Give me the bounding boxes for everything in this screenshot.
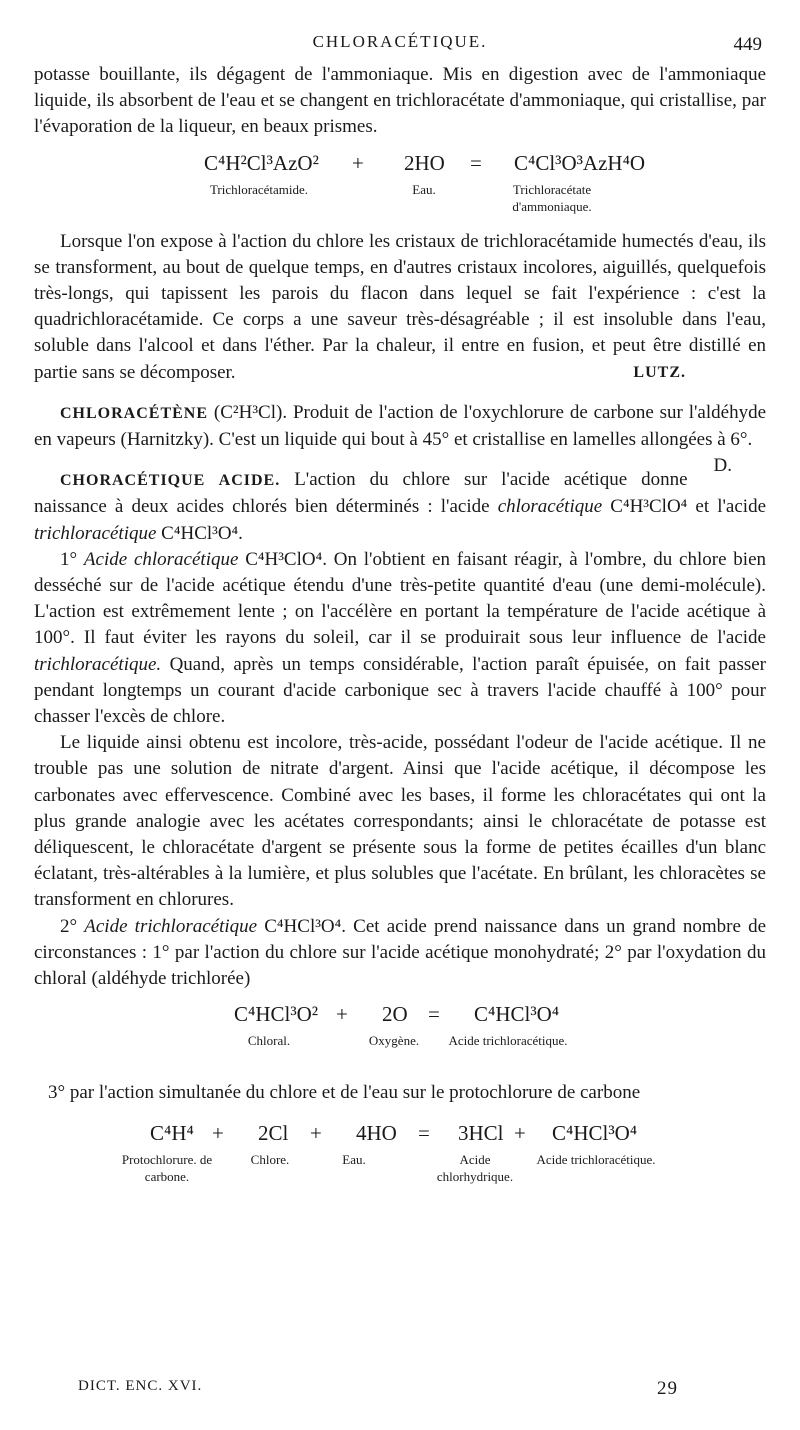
entry-heading: CHORACÉTIQUE ACIDE. xyxy=(60,472,281,490)
eq2-caption: Oxygène. xyxy=(368,1033,420,1049)
paragraph-protochlorure xyxy=(34,1080,766,1106)
eq3-term: 2Cl xyxy=(258,1120,289,1145)
item-text: 3° par l'action simultanée du chlore et de l'eau sur le protochlorure de carbone xyxy=(48,1082,641,1104)
paragraph-acide-trichloracetique xyxy=(34,914,766,993)
entry-text-italic: chloracétique xyxy=(497,496,603,518)
footer-signature-label: DICT. ENC. XVI. xyxy=(78,1378,203,1394)
paragraph-acide-chloracetique xyxy=(34,547,766,730)
entry-chloracetene xyxy=(34,400,767,477)
item-text: C⁴HCl³O⁴. Cet acide prend naissance dans un grand nombre de circonstances : 1° par l'action du chlore sur l'acide acétique monohydraté; 2° par l'oxydation du chloral (aldéhyde trichlorée) xyxy=(34,915,766,990)
eq3-term: + xyxy=(514,1120,526,1145)
eq3-caption: Protochlorure. de carbone. xyxy=(121,1151,213,1184)
eq1-term: 2HO xyxy=(404,150,445,175)
eq1-term: C⁴H²Cl³AzO² xyxy=(204,150,319,175)
paragraph-liquide: Le liquide ainsi obtenu est incolore, très-acide, possédant l'odeur de l'acide acétique. Il ne trouble pas une solution de nitrate d'argent. Ainsi que l'acide acétique, il décompose les carbonates avec effervescence. Combiné avec les bases, il forme les chloracétates qui ont la plus grande analogie avec les acétates correspondants; ainsi le chloracétate de potasse est déliquescent, le chloracétate d'argent se présente sous la forme de petites écailles d'un blanc éclatant, très-altérables à la lumière, et plus solubles que l'acétate. En brûlant, les chloracètes se transforment en chlorures. xyxy=(34,732,766,911)
eq2-term: 2O xyxy=(382,1002,408,1027)
item-text: Quand, après un temps considérable, l'action paraît épuisée, on fait passer pendant longtemps un courant d'acide carbonique sec à travers l'acide chauffé à 100° pour chasser l'excès de chlore. xyxy=(34,653,766,728)
eq2-term: C⁴HCl³O² xyxy=(234,1002,319,1027)
paragraph-potasse: potasse bouillante, ils dégagent de l'ammoniaque. Mis en digestion avec de l'ammoniaque liquide, ils absorbent de l'eau et se changent en trichloracétate d'ammoniaque, qui cristallise, par l'évaporation de la liqueur, en beaux prismes. xyxy=(34,64,766,138)
eq3-caption: Acide chlorhydrique. xyxy=(436,1151,514,1184)
eq2-term: C⁴HCl³O⁴ xyxy=(474,1002,560,1027)
entry-text: C⁴H³ClO⁴ et l'acide xyxy=(610,496,767,518)
eq1-term: = xyxy=(470,150,482,175)
page-header xyxy=(34,28,766,62)
item-number: 1° xyxy=(60,548,78,570)
entry-text: Produit de l'action de l'oxychlorure de carbone sur l'aldéhyde en vapeurs (Harnitzky). C'est un liquide qui bout à 45° et cristallise en lamelles allongées à 6°. xyxy=(34,401,767,451)
eq3-term: 4HO xyxy=(356,1120,397,1145)
equation-protochlorure xyxy=(34,1119,766,1189)
author-signature: LUTZ. xyxy=(633,363,686,381)
entry-choracetique-acide xyxy=(34,467,766,547)
eq3-term: C⁴HCl³O⁴ xyxy=(552,1120,638,1145)
entry-text: L'action du chlore sur l'acide acétique donne naissance à deux acides chlorés bien déterminés : l'acide xyxy=(34,469,688,518)
eq3-term: C⁴H⁴ xyxy=(150,1120,194,1145)
entry-formula: (C²H³Cl). xyxy=(213,401,288,423)
eq2-term: + xyxy=(336,1002,348,1027)
eq3-term: 3HCl xyxy=(458,1120,504,1145)
eq1-caption: Trichloracétamide. xyxy=(209,181,309,197)
eq3-term: = xyxy=(418,1120,430,1145)
eq1-caption: Trichloracétate d'ammoniaque. xyxy=(512,181,592,214)
eq1-caption: Eau. xyxy=(412,181,436,197)
eq2-term: = xyxy=(428,1002,440,1027)
item-text-italic: trichloracétique. xyxy=(34,653,162,675)
eq3-term: + xyxy=(310,1120,322,1145)
author-signature: D. xyxy=(713,455,732,477)
item-text: C⁴H³ClO⁴. On l'obtient en faisant réagir, à l'ombre, du chlore bien desséché sur de l'acide acétique étendu d'une très-petite quantité d'eau (une demi-molécule). L'action est extrêmement lente ; on l'accélère en portant la température de l'acide acétique à 100°. Il faut éviter les rayons du soleil, car il se produirait sous leur influence de l'acide xyxy=(34,548,767,649)
item-title: Acide trichloracétique xyxy=(84,915,258,937)
item-number: 2° xyxy=(60,915,78,937)
eq3-caption: Eau. xyxy=(342,1151,366,1167)
eq1-term: C⁴Cl³O³AzH⁴O xyxy=(514,150,646,175)
entry-heading: CHLORACÉTÈNE xyxy=(60,404,209,422)
page-footer xyxy=(78,1378,678,1402)
running-head: CHLORACÉTIQUE. xyxy=(312,32,488,51)
eq3-term: + xyxy=(212,1120,224,1145)
paragraph-quadrichloracetamide xyxy=(34,229,766,386)
footer-signature-number: 29 xyxy=(657,1378,678,1399)
page xyxy=(34,28,766,1199)
entry-text-italic: trichloracétique xyxy=(34,522,157,544)
paragraph-quadrichloracetamide-text: Lorsque l'on expose à l'action du chlore les cristaux de trichloracétamide humectés d'eau, ils se transforment, au bout de quelque temps, en d'autres cristaux incolores, aiguillés, quelquefois très-longs, qui tapissent les parois du flacon dans lequel se fait l'expérience : c'est la quadrichloracétamide. Ce corps a une saveur très-désagréable ; il est insoluble dans l'eau, soluble dans l'alcool et dans l'éther. Par la chaleur, il entre en fusion, et peut être distillé en partie sans se décomposer. xyxy=(34,230,766,383)
eq3-caption: Acide trichloracétique. xyxy=(536,1151,656,1167)
equation-chloral xyxy=(34,1000,766,1070)
item-title: Acide chloracétique xyxy=(83,548,239,570)
entry-text: C⁴HCl³O⁴. xyxy=(161,522,243,544)
eq1-term: + xyxy=(352,150,364,175)
eq2-caption: Chloral. xyxy=(247,1033,291,1049)
equation-trichloracetamide xyxy=(34,149,766,219)
eq3-caption: Chlore. xyxy=(250,1151,290,1167)
page-number: 449 xyxy=(733,34,762,55)
eq2-caption: Acide trichloracétique. xyxy=(448,1033,568,1049)
